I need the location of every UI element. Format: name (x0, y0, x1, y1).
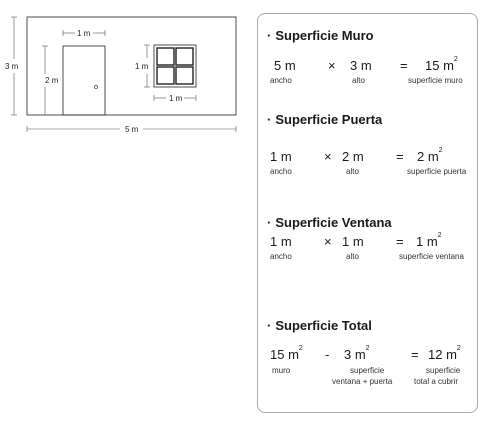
puerta-height-value: 2 m (342, 149, 364, 164)
puerta-result-label: superficie puerta (407, 167, 467, 176)
total-openings-value: 3 $m^2$ (344, 345, 370, 362)
total-result-label-1: superficie (426, 366, 461, 375)
bullet-icon: · (267, 28, 272, 43)
section-title-ventana: · Superficie Ventana (267, 215, 392, 230)
calculation-panel (257, 13, 478, 413)
muro-width-value: 5 m (274, 58, 296, 73)
window-width-label: 1 m (169, 94, 183, 103)
section-title-muro: · Superficie Muro (267, 28, 374, 43)
wall (27, 17, 236, 115)
door (63, 46, 105, 115)
door-height-label: 2 m (45, 76, 59, 85)
total-openings-label-2: ventana + puerta (332, 377, 393, 386)
minus-sign: - (325, 347, 330, 362)
total-muro-label: muro (272, 366, 291, 375)
ventana-height-value: 1 m (342, 234, 364, 249)
puerta-result: 2 $m^2$ (417, 147, 443, 164)
section-title-total: · Superficie Total (267, 318, 372, 333)
window-height-label: 1 m (135, 62, 149, 71)
ventana-result-label: superficie ventana (399, 252, 464, 261)
ventana-height-label: alto (346, 252, 359, 261)
muro-width-label: ancho (270, 76, 292, 85)
door-knob (94, 85, 97, 88)
muro-height-label: alto (352, 76, 365, 85)
equation-ventana (270, 234, 470, 264)
equation-muro (270, 58, 470, 88)
total-result: 12 $m^2$ (428, 345, 461, 362)
bullet-icon: · (267, 215, 272, 230)
total-openings-label-1: superficie (350, 366, 385, 375)
bullet-icon: · (267, 318, 272, 333)
bullet-icon: · (267, 112, 272, 127)
equals-sign: = (400, 58, 408, 73)
ventana-width-value: 1 m (270, 234, 292, 249)
equation-total (270, 347, 470, 395)
window (154, 45, 196, 87)
equation-puerta (270, 149, 470, 179)
total-muro-value: 15 $m^2$ (270, 345, 303, 362)
ventana-width-label: ancho (270, 252, 292, 261)
muro-result: 15 $m^2$ (425, 56, 458, 73)
equals-sign: = (396, 234, 404, 249)
puerta-width-value: 1 m (270, 149, 292, 164)
muro-result-label: superficie muro (408, 76, 463, 85)
total-result-label-2: total a cubrir (414, 377, 459, 386)
equals-sign: = (411, 347, 419, 362)
equals-sign: = (396, 149, 404, 164)
puerta-width-label: ancho (270, 167, 292, 176)
multiply-sign: × (324, 149, 332, 164)
wall-diagram (0, 0, 250, 150)
multiply-sign: × (324, 234, 332, 249)
section-title-puerta: · Superficie Puerta (267, 112, 383, 127)
ventana-result: 1 $m^2$ (416, 232, 442, 249)
puerta-height-label: alto (346, 167, 359, 176)
muro-height-value: 3 m (350, 58, 372, 73)
wall-width-label: 5 m (125, 125, 139, 134)
multiply-sign: × (328, 58, 336, 73)
door-width-label: 1 m (77, 29, 91, 38)
wall-height-label: 3 m (5, 62, 19, 71)
